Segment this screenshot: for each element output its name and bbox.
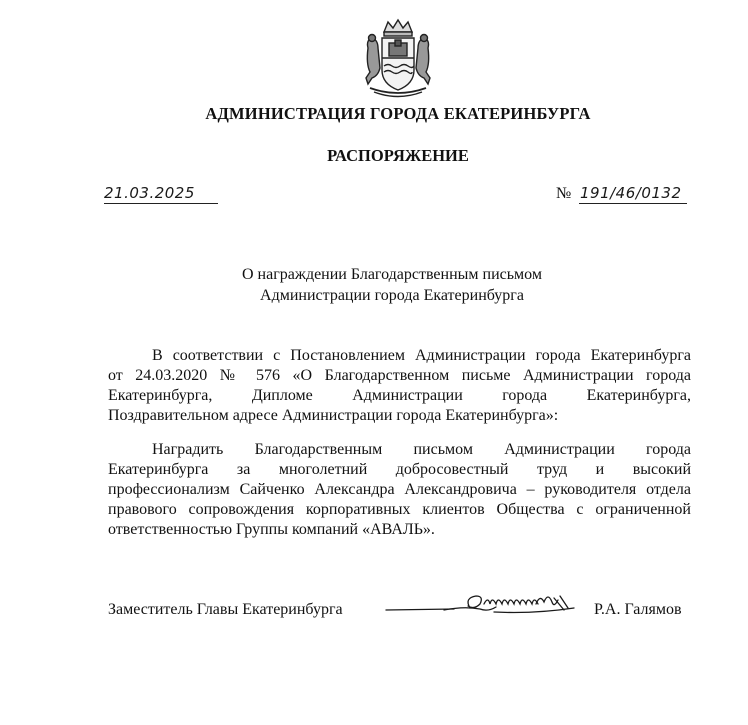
paragraph-line: Екатеринбурга, Дипломе Администрации города Екатеринбурга,: [108, 387, 691, 404]
paragraph-line: профессионализм Сайченко Александра Александровича – руководителя отдела: [108, 481, 691, 498]
document-type: РАСПОРЯЖЕНИЕ: [327, 146, 469, 165]
date-underline: [104, 203, 218, 204]
organization-title: АДМИНИСТРАЦИЯ ГОРОДА ЕКАТЕРИНБУРГА: [205, 104, 591, 123]
document-subject: [0, 264, 748, 306]
paragraph-line: Поздравительном адресе Администрации города Екатеринбурга»:: [108, 407, 559, 424]
paragraph-award: [108, 440, 691, 540]
document-number: 191/46/0132: [580, 184, 682, 202]
number-underline: [579, 203, 687, 204]
paragraph-basis: [108, 346, 691, 426]
signatory-name: Р.А. Галямов: [594, 601, 682, 618]
document-date: 21.03.2025: [104, 184, 195, 202]
paragraph-line: правового сопровождения корпоративных клиентов Общества с ограниченной: [108, 501, 691, 518]
number-sign: №: [556, 185, 572, 202]
subject-line-2: Администрации города Екатеринбурга: [260, 287, 524, 304]
handwritten-signature: [384, 588, 596, 618]
coat-of-arms-emblem: [362, 18, 434, 100]
paragraph-line: ответственностью Группы компаний «АВАЛЬ».: [108, 521, 435, 538]
paragraph-line: от 24.03.2020 № 576 «О Благодарственном письме Администрации города: [108, 367, 691, 384]
signatory-position: Заместитель Главы Екатеринбурга: [108, 601, 343, 618]
subject-line-1: О награждении Благодарственным письмом: [242, 266, 542, 283]
paragraph-line: В соответствии с Постановлением Администрации города Екатеринбурга: [152, 347, 691, 364]
paragraph-line: Екатеринбурга за многолетний добросовестный труд и высокий: [108, 461, 691, 478]
paragraph-line: Наградить Благодарственным письмом Администрации города: [152, 441, 691, 458]
